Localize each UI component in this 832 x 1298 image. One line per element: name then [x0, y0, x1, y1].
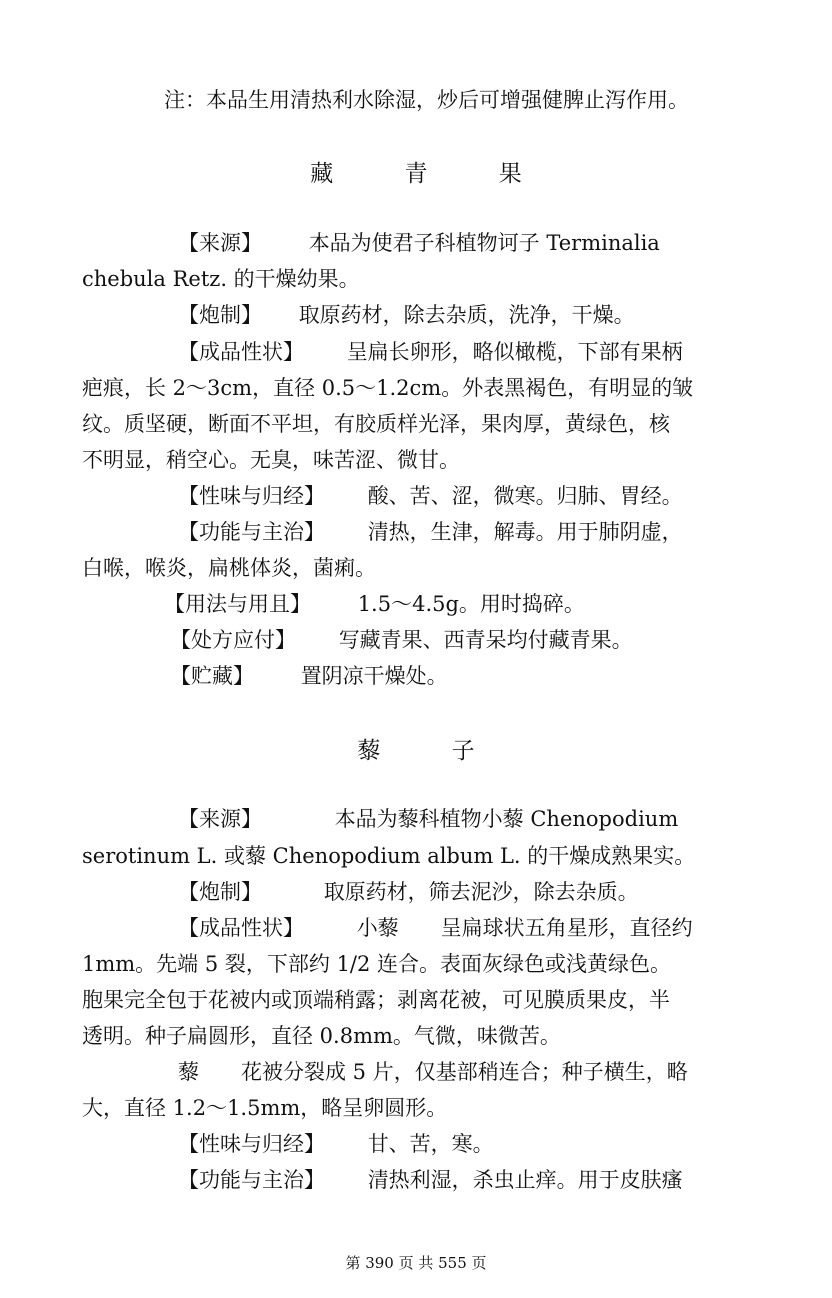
char-line-cont: 透明。种子扁圆形，直径 0.8mm。气微，味微苦。 [82, 1024, 561, 1048]
source-tag: 【来源】 [178, 807, 262, 831]
taste-text: 酸、苦、涩，微寒。归肺、胃经。 [367, 484, 683, 508]
usage-tag: 【用法与用且】 [164, 592, 311, 616]
taste-text: 甘、苦，寒。 [367, 1132, 494, 1156]
source-line-cont: chebula Retz. 的干燥幼果。 [82, 267, 360, 291]
char-line [178, 336, 750, 368]
store-text: 置阴凉干燥处。 [300, 664, 448, 688]
char-line-cont: 1mm。先端 5 裂，下部约 1/2 连合。表面灰绿色或浅黄绿色。 [82, 952, 672, 976]
store-line [170, 660, 742, 692]
section-title: 藏 青 果 [310, 161, 554, 187]
process-text: 取原药材，筛去泥沙，除去杂质。 [323, 880, 639, 904]
char-line-cont: 纹。质坚硬，断面不平坦，有胶质样光泽，果肉厚，黄绿色，核 [82, 412, 670, 436]
page-footer: 第 390 页 共 555 页 [345, 1254, 487, 1272]
func-line-cont: 白喉，喉炎，扁桃体炎，菌痢。 [82, 556, 376, 580]
process-tag: 【炮制】 [178, 303, 262, 327]
func-text: 清热利湿，杀虫止痒。用于皮肤瘙 [367, 1168, 683, 1192]
taste-tag: 【性味与归经】 [178, 1132, 325, 1156]
char-tag: 【成品性状】 [178, 916, 304, 940]
taste-line [178, 480, 750, 512]
li-line: 藜 花被分裂成 5 片，仅基部稍连合；种子横生，略 [178, 1060, 688, 1084]
taste-tag: 【性味与归经】 [178, 484, 325, 508]
section-title: 藜 子 [357, 738, 507, 764]
func-text: 清热，生津，解毒。用于肺阴虚， [367, 520, 683, 544]
store-tag: 【贮藏】 [170, 664, 254, 688]
process-line [178, 299, 750, 331]
char-text: 小藜 呈扁球状五角星形，直径约 [356, 916, 693, 940]
char-text: 呈扁长卵形，略似橄榄，下部有果柄 [346, 340, 683, 364]
rx-text: 写藏青果、西青呆均付藏青果。 [338, 628, 633, 652]
char-line-cont: 不明显，稍空心。无臭，味苦涩、微甘。 [82, 448, 460, 472]
func-tag: 【功能与主治】 [178, 520, 325, 544]
func-line [178, 516, 750, 548]
note-line: 注：本品生用清热利水除湿，炒后可增强健脾止泻作用。 [164, 88, 689, 112]
char-line-cont: 胞果完全包于花被内或顶端稍露；剥离花被，可见膜质果皮，半 [82, 988, 670, 1012]
usage-text: 1.5～4.5g。用时捣碎。 [357, 592, 585, 616]
source-line [178, 227, 750, 259]
char-line-cont: 疤痕，长 2～3cm，直径 0.5～1.2cm。外表黑褐色，有明显的皱 [82, 376, 694, 400]
process-tag: 【炮制】 [178, 880, 262, 904]
source-text: 本品为使君子科植物诃子 Terminalia [308, 231, 660, 255]
process-line [178, 876, 750, 908]
rx-tag: 【处方应付】 [170, 628, 296, 652]
rx-line [170, 624, 742, 656]
source-text: 本品为藜科植物小藜 Chenopodium [334, 807, 679, 831]
source-tag: 【来源】 [178, 231, 262, 255]
process-text: 取原药材，除去杂质，洗净，干燥。 [298, 303, 635, 327]
source-line [178, 803, 750, 835]
func-line [178, 1164, 750, 1196]
li-line-cont: 大，直径 1.2～1.5mm，略呈卵圆形。 [82, 1096, 448, 1120]
func-tag: 【功能与主治】 [178, 1168, 325, 1192]
char-tag: 【成品性状】 [178, 340, 304, 364]
usage-line [164, 588, 736, 620]
source-line-cont: serotinum L. 或藜 Chenopodium album L. 的干燥成熟果实。 [82, 844, 696, 868]
taste-line [178, 1128, 750, 1160]
char-line [178, 912, 750, 944]
